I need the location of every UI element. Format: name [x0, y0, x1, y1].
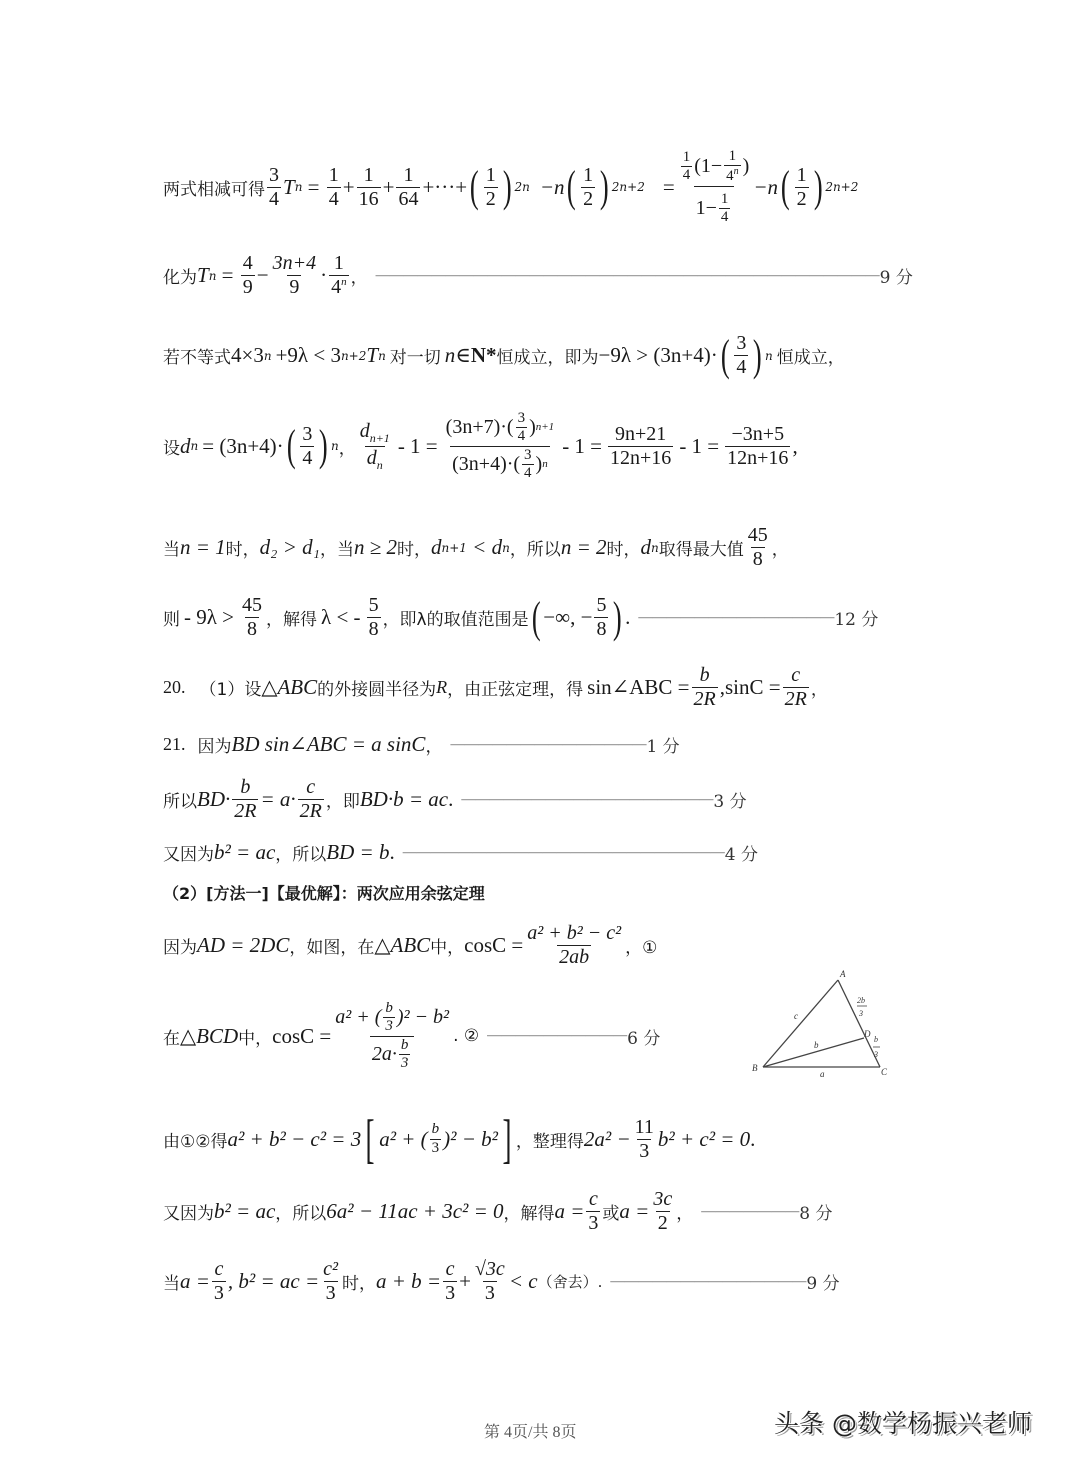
- score-leader: ——————————————: [638, 609, 835, 625]
- equation-line-12: 因为 AD = 2DC ，如图，在 △ABC 中， cosC = $\frac{\text{a² + b² − c²}}{2ab}$ ，①: [163, 922, 658, 968]
- line-text: 设: [163, 438, 180, 459]
- equation-line-15: 又因为 b² = ac ，所以 6a² − 11ac + 3c² = 0 ，解得 a = $\frac{c}{3}$ 或 a = $\frac{3c}{2}$ ， ——————— 8 分: [163, 1188, 833, 1234]
- equation-line-9: 所以 BD· $\frac{b}{2R}$ = a· $\frac{c}{2R}$ ，即 BD·b = ac . —————————————————— 3 分: [163, 776, 747, 822]
- svg-text:3: 3: [874, 1050, 878, 1059]
- score-leader: ——————————————: [610, 1273, 807, 1289]
- score-leader: ————————————————————————————————————: [375, 267, 880, 283]
- fraction: $\frac{5}{8}$: [368, 594, 379, 640]
- fraction: $\frac{3}{4}$: [302, 422, 313, 469]
- svg-text:3: 3: [859, 1009, 863, 1018]
- fraction: $\frac{\text{c²}}{3}$: [323, 1258, 339, 1304]
- score-leader: ——————————: [487, 1028, 628, 1043]
- watermark: 头条 @数学杨振兴老师: [774, 1409, 1032, 1438]
- fraction: $\frac{c}{3}$: [588, 1188, 599, 1234]
- score-label: 8 分: [799, 1204, 833, 1224]
- fraction: $\frac{1}{2}$: [583, 163, 594, 210]
- fraction: $\frac{\text{a² + b² − c²}}{2ab}$: [527, 922, 622, 968]
- svg-text:a: a: [820, 1069, 825, 1079]
- fraction: $\frac{c}{3}$: [445, 1258, 456, 1304]
- fraction: $\frac{√3c}{3}$: [474, 1258, 505, 1304]
- fraction: $\frac{1}{16}$: [358, 163, 379, 210]
- fraction: $\frac{-3n+5}{12n+16}$: [727, 422, 789, 469]
- fraction: $\frac{1}{2}$: [485, 163, 496, 210]
- triangle-figure: [750, 965, 900, 1080]
- score-label: 6 分: [627, 1028, 661, 1049]
- svg-text:b: b: [814, 1040, 819, 1050]
- fraction: $\frac{c}{2R}$: [299, 776, 322, 822]
- equation-line-14: 由①②得 a² + b² − c² = 3 [ a² + ( $\frac{b}{3}$ )² − b² ] ，整理得 2a² − $\frac{11}{3}$ b² + c² = 0 .: [163, 1109, 756, 1169]
- score-leader: ———————————————————————: [402, 844, 725, 860]
- fraction: $\frac{c}{2R}$: [784, 664, 807, 710]
- equation-line-7: 20. （1）设 △ABC 的外接圆半径为 R ，由正弦定理，得 sin∠ABC = $\frac{b}{2R}$ ,sinC = $\frac{c}{2R}$ ，: [163, 664, 828, 710]
- score-label: 1 分: [646, 737, 680, 757]
- equation-line-6: 则 - 9λ > $\frac{45}{8}$ ，解得 λ < - $\frac{5}{8}$ ，即λ的取值范围是 ( −∞, − $\frac{5}{8}$ ) . —————————————— 12 分: [163, 592, 879, 642]
- line-text: 两式相减可得: [163, 179, 265, 200]
- fraction: $\frac{11}{3}$: [634, 1115, 654, 1162]
- svg-text:b: b: [874, 1035, 878, 1044]
- equation-line-2: 化为 T n = $\frac{4}{9}$ − $\frac{3n+4}{9}$ · $\frac{1}{4^n}$ ， ———————————————————————————————————— 9 分: [163, 252, 913, 298]
- fraction: $\frac{5}{8}$: [596, 594, 607, 640]
- score-leader: ——————————————: [450, 736, 647, 752]
- equation-line-13: 在 △BCD 中， cosC = a² + ( $\frac{b}{3}$ )² − b² 2a· $\frac{b}{3}$ . ② —————————— 6 分: [163, 1000, 661, 1071]
- fraction: $\frac{b}{3}$: [431, 1121, 440, 1156]
- svg-text:D: D: [864, 1029, 871, 1039]
- svg-text:C: C: [881, 1067, 888, 1077]
- exponent: 2n+2: [825, 180, 859, 194]
- exponent: 2n+2: [611, 180, 645, 194]
- fraction: $\frac{4}{9}$: [242, 252, 253, 298]
- equation-line-1: 两式相减可得 $\frac{3}{4}$ T n = $\frac{1}{4}$ + $\frac{1}{16}$ + $\frac{1}{64}$ +···+ ( $\frac{1}{2}$ ) 2n −n ( $\frac{1}{2}$ ) 2n+2 = $\frac{1}{4}$ (1− $\frac{1}{4^n}$ ) 1− $\frac{1}{4}$ −n ( $\frac{1}{2}$ ) 2n+2: [163, 148, 859, 225]
- equation-line-10: 又因为 b² = ac ，所以 BD = b . ——————————————————————— 4 分: [163, 840, 758, 865]
- svg-text:A: A: [840, 969, 846, 979]
- line-text: 化为: [163, 268, 197, 288]
- fraction: $\frac{9n+21}{12n+16}$: [610, 422, 672, 469]
- score-label: 9 分: [879, 268, 913, 288]
- exponent: 2n: [514, 180, 530, 194]
- fraction: $\frac{1}{4}$: [328, 163, 339, 210]
- variable: T: [283, 174, 295, 199]
- score-label: 4 分: [724, 845, 758, 865]
- fraction: $\frac{1}{2}$: [796, 163, 807, 210]
- fraction: $\frac{1}{64}$: [398, 163, 419, 210]
- big-fraction: a² + ( $\frac{b}{3}$ )² − b² 2a· $\frac{b}{3}$: [335, 1000, 450, 1071]
- score-label: 12 分: [834, 610, 879, 630]
- line-text: 若不等式: [163, 348, 231, 368]
- term: −n: [753, 174, 778, 199]
- score-label: 9 分: [806, 1274, 840, 1294]
- score-label: 3 分: [713, 792, 747, 812]
- fraction: $\frac{c}{3}$: [213, 1258, 224, 1304]
- term: −n: [539, 174, 565, 199]
- fraction: $\frac{3c}{2}$: [653, 1188, 673, 1234]
- page-number: 第 4页/共 8页: [484, 1424, 577, 1441]
- subscript: n: [294, 180, 303, 194]
- ellipsis: +···+: [422, 174, 468, 199]
- fraction: $\frac{b}{2R}$: [234, 776, 257, 822]
- fraction: $\frac{3}{4}$: [269, 163, 279, 210]
- fraction: $\frac{45}{8}$: [747, 524, 768, 570]
- big-fraction: (3n+7)·( $\frac{3}{4}$ ) n+1 (3n+4)·( $\frac{3}{4}$ ) n: [445, 410, 555, 481]
- score-leader: ——————————————————: [461, 791, 714, 807]
- fraction: $\frac{3n+4}{9}$: [272, 252, 317, 298]
- big-fraction: $\frac{1}{4}$ (1− $\frac{1}{4^n}$ ) 1− $\frac{1}{4}$: [682, 148, 750, 225]
- fraction: $\frac{3}{4}$: [736, 332, 747, 378]
- score-leader: ———————: [701, 1203, 800, 1219]
- fraction: $\frac{d_{n+1}}{d_n}$: [359, 419, 390, 472]
- svg-text:c: c: [794, 1011, 798, 1021]
- equation-line-4: 设 d n = (3n+4)· ( $\frac{3}{4}$ ) n ， $\frac{d_{n+1}}{d_n}$ - 1 = (3n+7)·( $\frac{3}{4}$ ) n+1 (3n+4)·( $\frac{3}{4}$ ) n - 1 = $\frac{9n+21}{12n+16}$ - 1 = $\frac{-3n+5}{12n+16}$ ,: [163, 410, 798, 481]
- fraction: $\frac{1}{4^n}$: [331, 252, 347, 298]
- section-heading: （2）[方法一]【最优解】：两次应用余弦定理: [163, 884, 485, 903]
- fraction: $\frac{45}{8}$: [242, 594, 263, 640]
- equation-line-5: 当 n = 1 时， d₂ > d₁ ，当 n ≥ 2 时， d n+1 < d n ，所以 n = 2 时， d n 取得最大值 $\frac{45}{8}$ ，: [163, 524, 789, 570]
- svg-text:B: B: [752, 1063, 758, 1073]
- svg-text:2b: 2b: [857, 996, 865, 1005]
- equation-line-3: 若不等式 4×3 n +9λ < 3 n+2 T n 对一切 n∈ N* 恒成立，即为 −9λ > (3n+4)· ( $\frac{3}{4}$ ) n 恒成立，: [163, 330, 845, 380]
- equation-line-8: 21. 因为 BD sin∠ABC = a sinC ， —————————————— 1 分: [163, 732, 680, 757]
- fraction: $\frac{b}{2R}$: [693, 664, 716, 710]
- equation-line-16: 当 a = $\frac{c}{3}$ , b² = ac = $\frac{\text{c²}}{3}$ 时， a + b = $\frac{c}{3}$ + $\frac{√3c}{3}$ < c （舍去）. —————————————— 9 分: [163, 1258, 840, 1304]
